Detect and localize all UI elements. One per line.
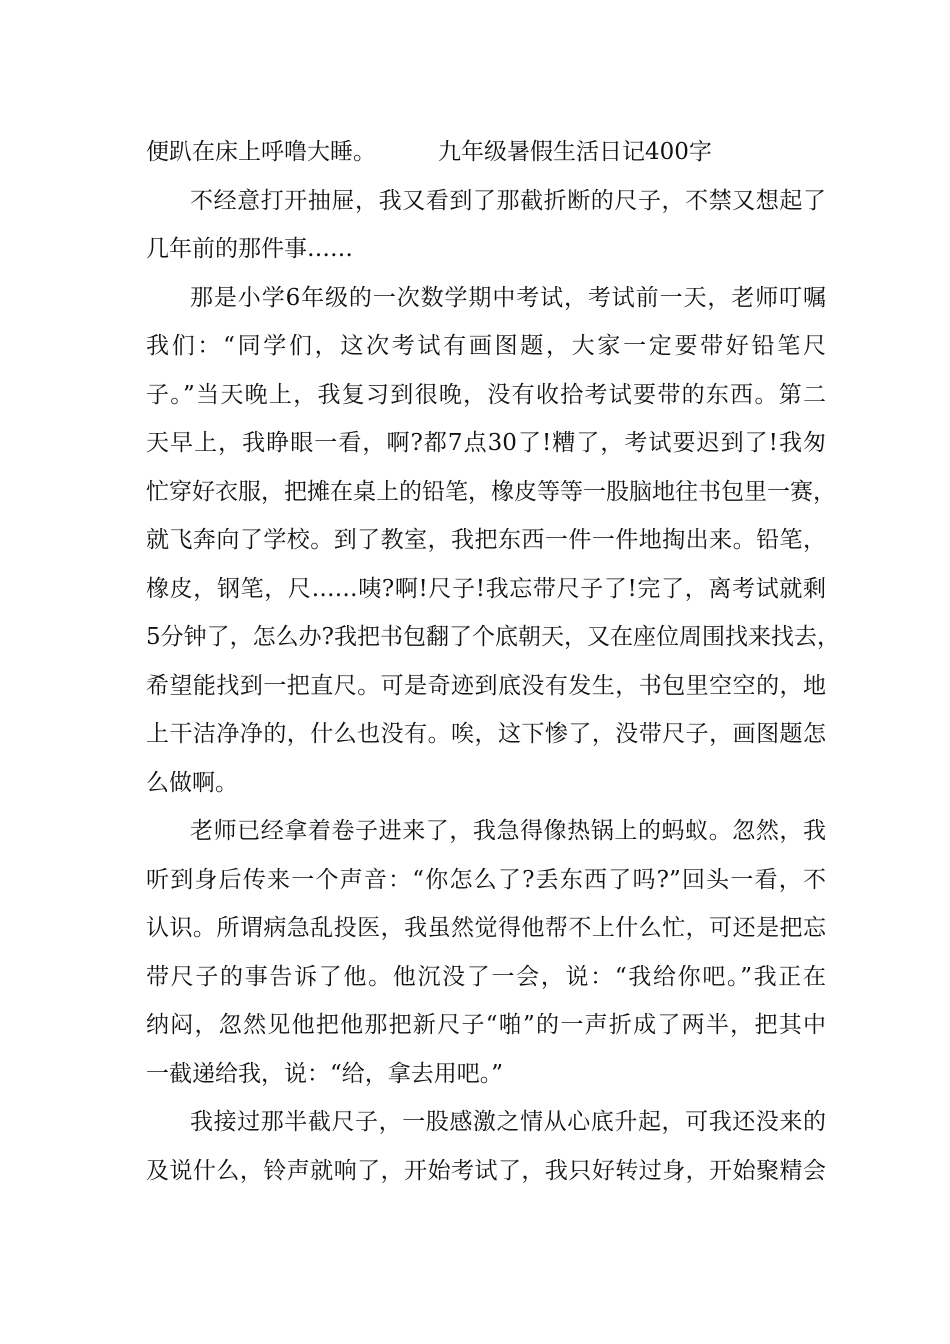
document-line: 听到身后传来一个声音：“你怎么了?丢东西了吗?”回头一看，不 — [146, 866, 826, 893]
document-line: 我们：“同学们，这次考试有画图题，大家一定要带好铅笔尺 — [146, 333, 826, 359]
document-line: 忙穿好衣服，把摊在桌上的铅笔，橡皮等等一股脑地往书包里一赛， — [146, 478, 836, 505]
diary-heading: 九年级暑假生活日记400字 — [438, 139, 712, 165]
document-line: 上干洁净净的，什么也没有。唉，这下惨了，没带尺子，画图题怎 — [146, 721, 826, 747]
document-line: 么做啊。 — [146, 769, 238, 796]
document-body — [146, 128, 840, 1195]
document-line: 一截递给我，说：“给，拿去用吧。” — [146, 1060, 504, 1087]
document-line: 橡皮，钢笔，尺……咦?啊!尺子!我忘带尺子了!完了，离考试就剩 — [146, 575, 826, 602]
document-line: 那是小学6年级的一次数学期中考试，考试前一天，老师叮嘱 — [190, 284, 826, 311]
document-line: 天早上，我睁眼一看，啊?都7点30了!糟了，考试要迟到了!我匆 — [146, 430, 826, 456]
document-line: 子。”当天晚上，我复习到很晚，没有收拾考试要带的东西。第二 — [146, 381, 826, 408]
document-line: 就飞奔向了学校。到了教室，我把东西一件一件地掏出来。铅笔， — [146, 527, 826, 553]
document-line: 认识。所谓病急乱投医，我虽然觉得他帮不上什么忙，可还是把忘 — [146, 915, 826, 941]
document-lines — [146, 177, 840, 1196]
document-line: 纳闷，忽然见他把他那把新尺子“啪”的一声折成了两半，把其中 — [146, 1012, 826, 1038]
document-line: 几年前的那件事…… — [146, 236, 353, 262]
document-line: 老师已经拿着卷子进来了，我急得像热锅上的蚂蚁。忽然，我 — [190, 818, 826, 844]
paragraph-ending-text: 便趴在床上呼噜大睡。 — [146, 139, 376, 165]
document-line: 5分钟了，怎么办?我把书包翻了个底朝天，又在座位周围找来找去， — [146, 624, 840, 650]
document-line: 及说什么，铃声就响了，开始考试了，我只好转过身，开始聚精会 — [146, 1157, 826, 1184]
document-line: 希望能找到一把直尺。可是奇迹到底没有发生，书包里空空的，地 — [146, 672, 826, 699]
document-line: 我接过那半截尺子，一股感激之情从心底升起，可我还没来的 — [190, 1109, 826, 1135]
document-line — [146, 128, 826, 177]
document-line: 不经意打开抽屉，我又看到了那截折断的尺子，不禁又想起了 — [190, 187, 826, 214]
document-line: 带尺子的事告诉了他。他沉没了一会，说：“我给你吧。”我正在 — [146, 963, 826, 990]
